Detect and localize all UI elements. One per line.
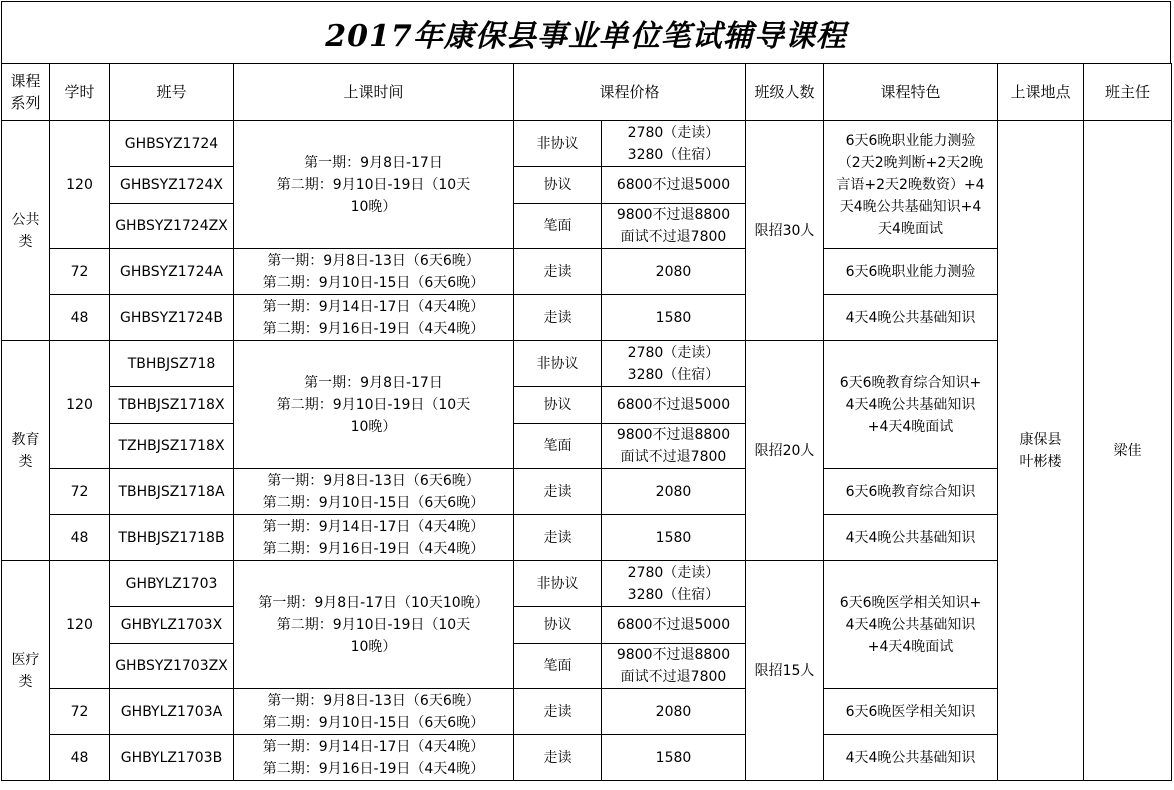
price-type-cell: 非协议 [514, 561, 602, 607]
time-cell: 第一期：9月8日-13日（6天6晚） 第二期：9月10日-15日（6天6晚） [234, 689, 514, 735]
header-series: 课程 系列 [2, 64, 50, 121]
price-cell: 9800不过退8800 面试不过退7800 [602, 204, 746, 249]
time-cell: 第一期：9月14日-17日（4天4晚） 第二期：9月16日-19日（4天4晚） [234, 515, 514, 561]
table-row [2, 249, 1172, 295]
class-size-cell: 限招20人 [746, 341, 824, 561]
price-type-cell: 笔面 [514, 204, 602, 249]
hours-cell: 48 [50, 295, 110, 341]
table-row [2, 121, 1172, 167]
header-price: 课程价格 [514, 64, 746, 121]
time-cell: 第一期：9月8日-13日（6天6晚） 第二期：9月10日-15日（6天6晚） [234, 249, 514, 295]
price-cell: 2780（走读） 3280（住宿） [602, 121, 746, 167]
class-no-cell: GHBSYZ1724ZX [110, 204, 234, 249]
features-cell: 6天6晚职业能力测验 （2天2晚判断+2天2晚 言语+2天2晚数资）+4 天4晚公共基础知识+4 天4晚面试 [824, 121, 998, 249]
header-location: 上课地点 [998, 64, 1084, 121]
hours-cell: 48 [50, 735, 110, 781]
class-no-cell: GHBSYZ1703ZX [110, 644, 234, 689]
price-type-cell: 协议 [514, 167, 602, 204]
hours-cell: 72 [50, 689, 110, 735]
price-cell: 9800不过退8800 面试不过退7800 [602, 644, 746, 689]
class-size-cell: 限招15人 [746, 561, 824, 781]
price-cell: 2780（走读） 3280（住宿） [602, 341, 746, 387]
hours-cell: 120 [50, 561, 110, 689]
class-no-cell: GHBYLZ1703A [110, 689, 234, 735]
price-cell: 1580 [602, 295, 746, 341]
header-class-no: 班号 [110, 64, 234, 121]
series-cell: 医疗 类 [2, 561, 50, 781]
class-size-cell: 限招30人 [746, 121, 824, 341]
price-cell: 6800不过退5000 [602, 607, 746, 644]
features-cell: 4天4晚公共基础知识 [824, 515, 998, 561]
features-cell: 6天6晚教育综合知识+ 4天4晚公共基础知识 +4天4晚面试 [824, 341, 998, 469]
features-cell: 6天6晚职业能力测验 [824, 249, 998, 295]
price-cell: 2080 [602, 249, 746, 295]
hours-cell: 48 [50, 515, 110, 561]
price-type-cell: 协议 [514, 387, 602, 424]
class-no-cell: TBHBJSZ1718X [110, 387, 234, 424]
teacher-cell: 梁佳 [1084, 121, 1172, 781]
price-cell: 1580 [602, 515, 746, 561]
hours-cell: 120 [50, 341, 110, 469]
time-cell: 第一期：9月14日-17日（4天4晚） 第二期：9月16日-19日（4天4晚） [234, 295, 514, 341]
time-cell: 第一期：9月8日-17日 第二期：9月10日-19日（10天 10晚） [234, 121, 514, 249]
time-cell: 第一期：9月14日-17日（4天4晚） 第二期：9月16日-19日（4天4晚） [234, 735, 514, 781]
features-cell: 6天6晚医学相关知识 [824, 689, 998, 735]
class-no-cell: GHBSYZ1724X [110, 167, 234, 204]
price-cell: 9800不过退8800 面试不过退7800 [602, 424, 746, 469]
price-type-cell: 走读 [514, 295, 602, 341]
header-teacher: 班主任 [1084, 64, 1172, 121]
table-row [2, 341, 1172, 387]
price-cell: 2080 [602, 469, 746, 515]
class-no-cell: TBHBJSZ718 [110, 341, 234, 387]
class-no-cell: GHBSYZ1724A [110, 249, 234, 295]
series-cell: 教育 类 [2, 341, 50, 561]
price-type-cell: 协议 [514, 607, 602, 644]
table-row [2, 469, 1172, 515]
price-cell: 6800不过退5000 [602, 167, 746, 204]
price-cell: 2780（走读） 3280（住宿） [602, 561, 746, 607]
series-cell: 公共 类 [2, 121, 50, 341]
price-cell: 2080 [602, 689, 746, 735]
class-no-cell: TZHBJSZ1718X [110, 424, 234, 469]
price-type-cell: 走读 [514, 249, 602, 295]
page-title: 2017年康保县事业单位笔试辅导课程 [1, 1, 1171, 63]
course-table [1, 63, 1172, 781]
price-cell: 1580 [602, 735, 746, 781]
header-row [2, 64, 1172, 121]
header-time: 上课时间 [234, 64, 514, 121]
features-cell: 4天4晚公共基础知识 [824, 295, 998, 341]
class-no-cell: TBHBJSZ1718A [110, 469, 234, 515]
price-type-cell: 笔面 [514, 644, 602, 689]
features-cell: 6天6晚医学相关知识+ 4天4晚公共基础知识 +4天4晚面试 [824, 561, 998, 689]
table-row [2, 689, 1172, 735]
price-type-cell: 走读 [514, 469, 602, 515]
features-cell: 6天6晚教育综合知识 [824, 469, 998, 515]
hours-cell: 120 [50, 121, 110, 249]
hours-cell: 72 [50, 249, 110, 295]
price-cell: 6800不过退5000 [602, 387, 746, 424]
location-cell: 康保县 叶彬楼 [998, 121, 1084, 781]
class-no-cell: GHBYLZ1703B [110, 735, 234, 781]
price-type-cell: 走读 [514, 689, 602, 735]
price-type-cell: 非协议 [514, 341, 602, 387]
hours-cell: 72 [50, 469, 110, 515]
class-no-cell: GHBYLZ1703 [110, 561, 234, 607]
table-row [2, 735, 1172, 781]
header-size: 班级人数 [746, 64, 824, 121]
class-no-cell: GHBSYZ1724B [110, 295, 234, 341]
time-cell: 第一期：9月8日-17日 第二期：9月10日-19日（10天 10晚） [234, 341, 514, 469]
price-type-cell: 走读 [514, 515, 602, 561]
price-type-cell: 非协议 [514, 121, 602, 167]
table-row [2, 561, 1172, 607]
price-type-cell: 走读 [514, 735, 602, 781]
table-row [2, 295, 1172, 341]
features-cell: 4天4晚公共基础知识 [824, 735, 998, 781]
time-cell: 第一期：9月8日-13日（6天6晚） 第二期：9月10日-15日（6天6晚） [234, 469, 514, 515]
class-no-cell: GHBSYZ1724 [110, 121, 234, 167]
class-no-cell: GHBYLZ1703X [110, 607, 234, 644]
time-cell: 第一期：9月8日-17日（10天10晚） 第二期：9月10日-19日（10天 10晚） [234, 561, 514, 689]
price-type-cell: 笔面 [514, 424, 602, 469]
header-features: 课程特色 [824, 64, 998, 121]
header-hours: 学时 [50, 64, 110, 121]
class-no-cell: TBHBJSZ1718B [110, 515, 234, 561]
table-row [2, 515, 1172, 561]
